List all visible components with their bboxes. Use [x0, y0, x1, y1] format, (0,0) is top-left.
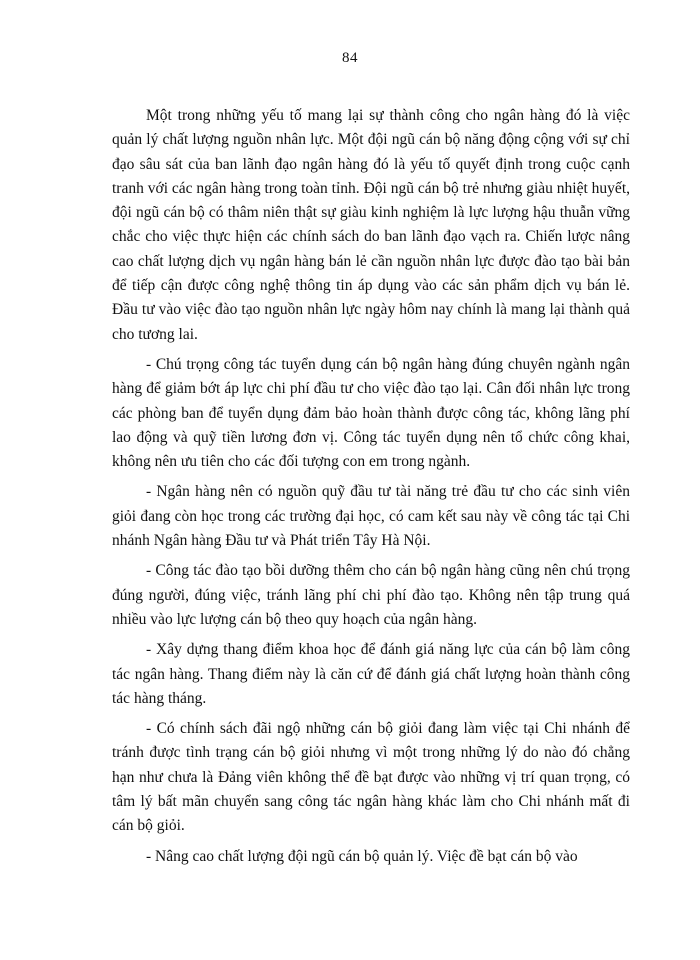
paragraph-management: - Nâng cao chất lượng đội ngũ cán bộ quản lý. Việc đề bạt cán bộ vào [146, 847, 578, 865]
body-text [112, 104, 630, 869]
page-number: 84 [342, 50, 358, 66]
paragraph-talent-fund: - Ngân hàng nên có nguồn quỹ đầu tư tài năng trẻ đầu tư cho các sinh viên giỏi đang còn học trong các trường đại học, có cam kết sau này về công tác tại Chi nhánh Ngân hàng Đầu tư và Phát triển Tây Hà Nội. [112, 483, 630, 550]
paragraph-evaluation: - Xây dựng thang điểm khoa học để đánh giá năng lực của cán bộ làm công tác ngân hàng. Thang điểm này là căn cứ để đánh giá chất lượng hoàn thành công tác hàng tháng. [112, 641, 630, 707]
paragraph-training: - Công tác đào tạo bồi dưỡng thêm cho cán bộ ngân hàng cũng nên chú trọng đúng người, đúng việc, tránh lãng phí chi phí đào tạo. Không nên tập trung quá nhiều vào lực lượng cán bộ theo quy hoạch của ngân hàng. [112, 562, 630, 628]
paragraph-intro: Một trong những yếu tố mang lại sự thành công cho ngân hàng đó là việc quản lý chất lượng nguồn nhân lực. Một đội ngũ cán bộ năng động cộng với sự chỉ đạo sâu sát của ban lãnh đạo ngân hàng đó là yếu tố quyết định trong cuộc cạnh tranh với các ngân hàng trong toàn tỉnh. Đội ngũ cán bộ trẻ nhưng giàu nhiệt huyết, đội ngũ cán bộ có thâm niên thật sự giàu kinh nghiệm là lực lượng hậu thuẫn vững chắc cho việc thực hiện các chính sách do ban lãnh đạo vạch ra. Chiến lược nâng cao chất lượng dịch vụ ngân hàng bán lẻ cần nguồn nhân lực được đào tạo bài bản để tiếp cận được công nghệ thông tin áp dụng vào các sản phẩm dịch vụ bán lẻ. Đầu tư vào việc đào tạo nguồn nhân lực ngày hôm nay chính là mang lại thành quả cho tương lai. [112, 107, 630, 343]
paragraph-recruitment: - Chú trọng công tác tuyển dụng cán bộ ngân hàng đúng chuyên ngành ngân hàng để giảm bớt áp lực chi phí đầu tư cho việc đào tạo lại. Cân đối nhân lực trong các phòng ban để tuyển dụng đảm bảo hoàn thành được công tác, không lãng phí lao động và quỹ tiền lương đơn vị. Công tác tuyển dụng nên tổ chức công khai, không nên ưu tiên cho các đối tượng con em trong ngành. [112, 355, 630, 471]
paragraph-retention: - Có chính sách đãi ngộ những cán bộ giỏi đang làm việc tại Chi nhánh để tránh được tình trạng cán bộ giỏi nhưng vì một trong những lý do nào đó chẳng hạn như chưa là Đảng viên không thể đề bạt được vào những vị trí quan trọng, có tâm lý bất mãn chuyển sang công tác ngân hàng khác làm cho Chi nhánh mất đi cán bộ giỏi. [112, 720, 630, 835]
